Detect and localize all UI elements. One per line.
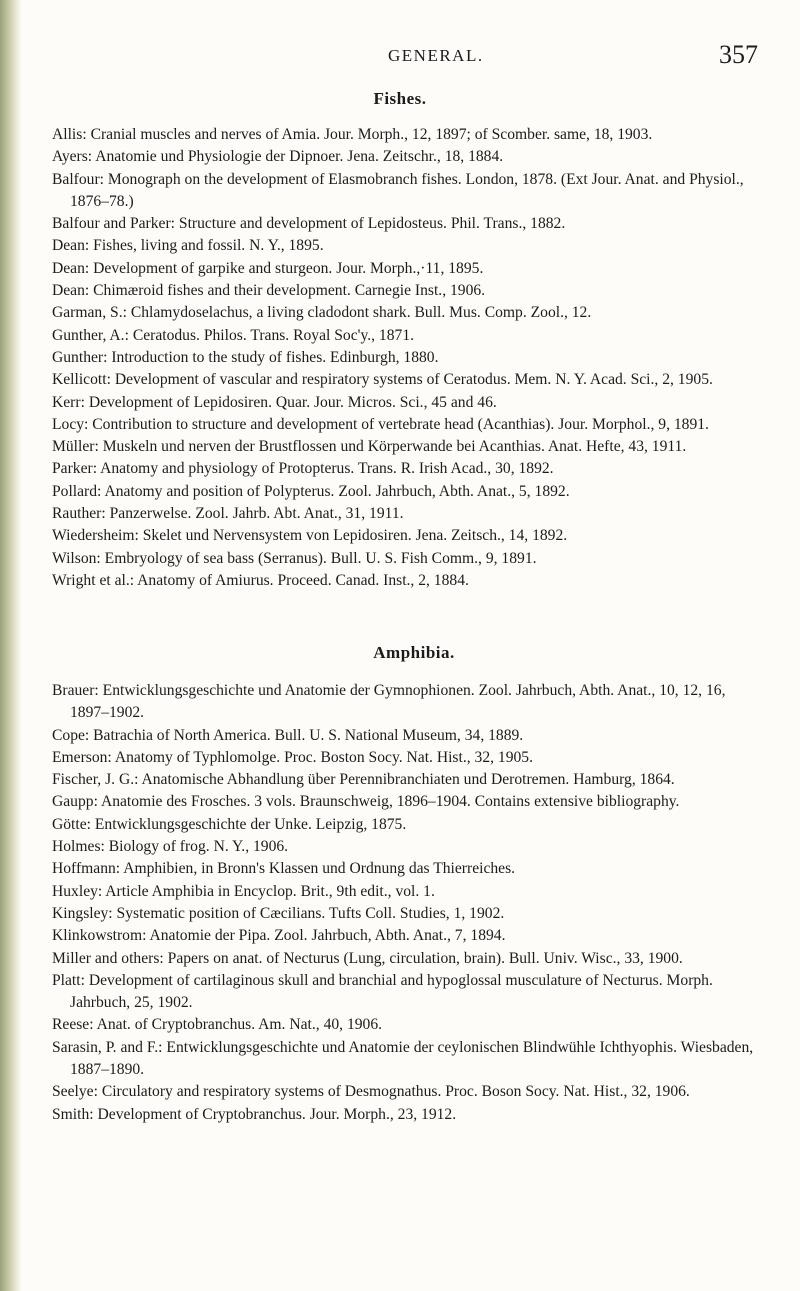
entry-author: Wilson:	[52, 549, 101, 567]
entry-author: Hoffmann:	[52, 860, 121, 878]
entry-citation: Anatomie des Frosches. 3 vols. Braunschweig, 1896–1904. Contains extensive bibliography.	[100, 793, 680, 811]
bibliography-entry	[52, 1014, 764, 1036]
running-head	[0, 40, 800, 74]
entry-author: Smith:	[52, 1105, 94, 1123]
entry-citation: Anatomy of Typhlomolge. Proc. Boston Socy. Nat. Hist., 32, 1905.	[114, 748, 534, 766]
entry-author: Fischer, J. G.:	[52, 771, 139, 789]
entry-author: Dean:	[52, 282, 90, 300]
entry-author: Götte:	[52, 815, 91, 833]
bibliography-entry	[52, 436, 764, 458]
entry-author: Emerson:	[52, 748, 112, 766]
page-number: 357	[719, 40, 758, 69]
bibliography-entry	[52, 881, 764, 903]
entry-citation: Chlamydoselachus, a living cladodont shark. Bull. Mus. Comp. Zool., 12.	[130, 304, 592, 322]
bibliography-entry	[52, 948, 764, 970]
entry-citation: Fishes, living and fossil. N. Y., 1895.	[93, 237, 324, 255]
entry-author: Balfour:	[52, 170, 104, 188]
entry-author: Seelye:	[52, 1083, 98, 1101]
entry-author: Brauer:	[52, 682, 99, 699]
bibliography-entry	[52, 280, 764, 302]
entry-author: Kingsley:	[52, 904, 113, 922]
entry-citation: Embryology of sea bass (Serranus). Bull. U. S. Fish Comm., 9, 1891.	[104, 549, 537, 567]
entry-citation: Systematic position of Cæcilians. Tufts Coll. Studies, 1, 1902.	[116, 904, 505, 922]
entry-citation: Development of Cryptobranchus. Jour. Morph., 23, 1912.	[97, 1105, 457, 1123]
bibliography-entry	[52, 235, 764, 257]
entry-author: Dean:	[52, 237, 90, 255]
entry-author: Platt:	[52, 971, 85, 989]
section-title-amphibia: Amphibia.	[373, 643, 455, 662]
bibliography-entry	[52, 481, 764, 503]
bibliography-entry	[52, 503, 764, 525]
entry-citation: Biology of frog. N. Y., 1906.	[108, 838, 289, 856]
entry-author: Balfour and Parker:	[52, 215, 175, 233]
entry-author: Pollard:	[52, 482, 102, 500]
entry-author: Holmes:	[52, 838, 105, 856]
bibliography-entry	[52, 680, 764, 725]
bibliography-entry	[52, 1081, 764, 1103]
entry-citation: Anatomy and physiology of Protopterus. Trans. R. Irish Acad., 30, 1892.	[100, 460, 554, 478]
entry-citation: Entwicklungsgeschichte und Anatomie der ceylonischen Blindwühle Ichthyophis. Wiesbaden, 1887–1890.	[70, 1038, 754, 1079]
bibliography-entry	[52, 769, 764, 791]
entry-author: Kellicott:	[52, 371, 111, 389]
entry-author: Wright et al.:	[52, 571, 135, 589]
section-title-fishes: Fishes.	[373, 89, 427, 108]
entry-author: Gaupp:	[52, 793, 98, 811]
entry-author: Cope:	[52, 726, 90, 744]
entry-citation: Anatomische Abhandlung über Perennibranchiaten und Derotremen. Hamburg, 1864.	[141, 771, 675, 789]
entry-author: Parker:	[52, 460, 98, 478]
bibliography-entry	[52, 458, 764, 480]
bibliography-entry	[52, 903, 764, 925]
bibliography-entry	[52, 213, 764, 235]
entry-citation: Structure and development of Lepidosteus. Phil. Trans., 1882.	[178, 215, 566, 233]
entry-citation: Anatomy of Amiurus. Proceed. Canad. Inst., 2, 1884.	[137, 571, 469, 589]
bibliography-entry	[52, 548, 764, 570]
entry-author: Miller and others:	[52, 949, 164, 967]
entry-citation: Amphibien, in Bronn's Klassen und Ordnung das Thierreiches.	[123, 860, 516, 878]
bibliography-list-amphibia	[52, 680, 764, 1126]
bibliography-entry	[52, 791, 764, 813]
entry-citation: Anatomy and position of Polypterus. Zool. Jahrbuch, Abth. Anat., 5, 1892.	[104, 482, 570, 500]
entry-citation: Batrachia of North America. Bull. U. S. National Museum, 34, 1889.	[93, 726, 524, 744]
bibliography-entry	[52, 1037, 764, 1082]
entry-author: Allis:	[52, 126, 87, 143]
entry-citation: Monograph on the development of Elasmobranch fishes. London, 1878. (Ext Jour. Anat. and Physiol., 1876–78.)	[70, 170, 744, 210]
entry-author: Ayers:	[52, 148, 93, 166]
entry-author: Garman, S.:	[52, 304, 127, 322]
entry-citation: Skelet und Nervensystem von Lepidosiren. Jena. Zeitsch., 14, 1892.	[142, 527, 568, 545]
entry-citation: Anatomie der Pipa. Zool. Jahrbuch, Abth. Anat., 7, 1894.	[149, 927, 506, 945]
entry-citation: Panzerwelse. Zool. Jahrb. Abt. Anat., 31, 1911.	[109, 505, 404, 523]
bibliography-entry	[52, 525, 764, 547]
entry-author: Müller:	[52, 438, 99, 456]
entry-citation: Development of Lepidosiren. Quar. Jour. Micros. Sci., 45 and 46.	[88, 393, 497, 411]
entry-citation: Circulatory and respiratory systems of Desmognathus. Proc. Boson Socy. Nat. Hist., 32, 1906.	[101, 1083, 690, 1101]
bibliography-list-fishes	[52, 124, 764, 592]
entry-citation: Muskeln und nerven der Brustflossen und Körperwande bei Acanthias. Anat. Hefte, 43, 1911.	[102, 438, 687, 456]
bibliography-entry	[52, 169, 764, 214]
entry-citation: Anatomie und Physiologie der Dipnoer. Jena. Zeitschr., 18, 1884.	[95, 148, 504, 166]
entry-citation: Article Amphibia in Encyclop. Brit., 9th edit., vol. 1.	[105, 882, 435, 900]
entry-author: Kerr:	[52, 393, 85, 411]
entry-author: Huxley:	[52, 882, 103, 900]
entry-author: Gunther:	[52, 348, 108, 366]
entry-citation: Introduction to the study of fishes. Edinburgh, 1880.	[111, 348, 439, 366]
entry-citation: Entwicklungsgeschichte und Anatomie der Gymnophionen. Zool. Jahrbuch, Abth. Anat., 10, 12, 16, 1897–1902.	[70, 682, 726, 722]
bibliography-entry	[52, 970, 764, 1015]
bibliography-entry	[52, 258, 764, 280]
bibliography-entry	[52, 414, 764, 436]
bibliography-entry	[52, 124, 764, 146]
entry-citation: Entwicklungsgeschichte der Unke. Leipzig, 1875.	[94, 815, 407, 833]
entry-citation: Ceratodus. Philos. Trans. Royal Soc'y., 1871.	[132, 326, 415, 344]
entry-author: Wiedersheim:	[52, 527, 139, 545]
entry-citation: Chimæroid fishes and their development. Carnegie Inst., 1906.	[93, 282, 486, 300]
bibliography-entry	[52, 1104, 764, 1126]
bibliography-entry	[52, 325, 764, 347]
entry-author: Rauther:	[52, 505, 106, 523]
bibliography-entry	[52, 858, 764, 880]
entry-citation: Development of vascular and respiratory systems of Ceratodus. Mem. N. Y. Acad. Sci., 2, 1905.	[114, 371, 713, 389]
entry-author: Locy:	[52, 415, 89, 433]
running-title: GENERAL.	[388, 46, 484, 65]
entry-citation: Cranial muscles and nerves of Amia. Jour. Morph., 12, 1897; of Scomber. same, 18, 1903.	[90, 126, 653, 143]
bibliography-entry	[52, 369, 764, 391]
entry-author: Klinkowstrom:	[52, 927, 147, 945]
bibliography-entry	[52, 747, 764, 769]
bibliography-entry	[52, 725, 764, 747]
entry-citation: Anat. of Cryptobranchus. Am. Nat., 40, 1906.	[96, 1016, 383, 1034]
bibliography-entry	[52, 570, 764, 592]
entry-author: Gunther, A.:	[52, 326, 129, 344]
entry-author: Sarasin, P. and F.:	[52, 1038, 163, 1056]
bibliography-entry	[52, 925, 764, 947]
bibliography-entry	[52, 347, 764, 369]
entry-author: Dean:	[52, 259, 90, 277]
entry-citation: Papers on anat. of Necturus (Lung, circulation, brain). Bull. Univ. Wisc., 33, 1900.	[167, 949, 683, 967]
bibliography-entry	[52, 836, 764, 858]
entry-citation: Development of cartilaginous skull and branchial and hypoglossal musculature of Necturus. Morph. Jahrbuch, 25, 1902.	[70, 971, 713, 1012]
bibliography-entry	[52, 814, 764, 836]
entry-citation: Development of garpike and sturgeon. Jour. Morph.,·11, 1895.	[93, 259, 484, 277]
bibliography-entry	[52, 392, 764, 414]
bibliography-entry	[52, 302, 764, 324]
entry-citation: Contribution to structure and development of vertebrate head (Acanthias). Jour. Morphol., 9, 1891.	[92, 415, 709, 433]
entry-author: Reese:	[52, 1016, 94, 1034]
bibliography-entry	[52, 146, 764, 168]
